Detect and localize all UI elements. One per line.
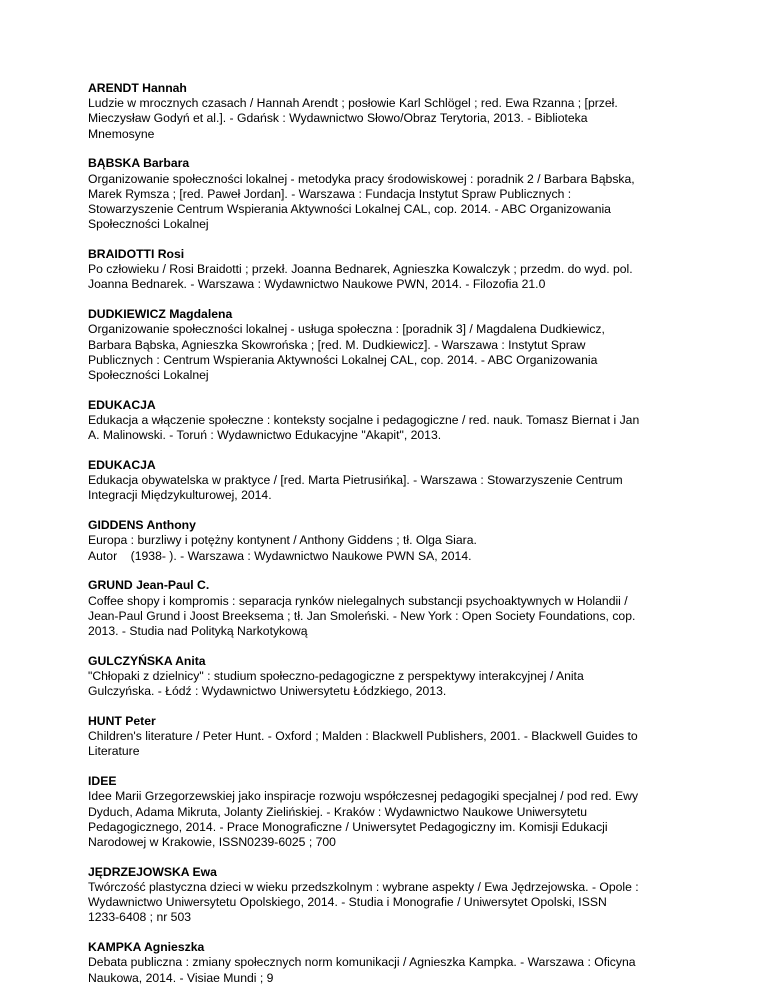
entry-heading: BĄBSKA Barbara (88, 156, 190, 171)
entry-description: Organizowanie społeczności lokalnej - metodyka pracy środowiskowej : poradnik 2 / Barbara Bąbska, Marek Rymsza ; [red. Paweł Jordan]. - Warszawa : Fundacja Instytut Spraw Publicznych : Stowarzyszenie Centrum Wspierania Aktywności Lokalnej CAL, cop. 2014. - ABC Organizowania Społeczności Lokalnej (88, 171, 635, 232)
entry-description: Idee Marii Grzegorzewskiej jako inspiracje rozwoju współczesnej pedagogiki specjalnej / pod red. Ewy Dyduch, Adama Mikruta, Jolanty Zielińskiej. - Kraków : Wydawnictwo Naukowe Uniwersytetu Pedagogicznego, 2014. - Prace Monograficzne / Uniwersytet Pedagogiczny im. Komisji Edukacji Narodowej w Krakowie, ISSN0239-6025 ; 700 (88, 789, 639, 850)
bibliography-entry (88, 654, 688, 700)
entry-description: Organizowanie społeczności lokalnej - usługa społeczna : [poradnik 3] / Magdalena Dudkiewicz, Barbara Bąbska, Agnieszka Skowrońska ; [red. M. Dudkiewicz]. - Warszawa : Instytut Spraw Publicznych : Centrum Wspierania Aktywności Lokalnej CAL, cop. 2014. - ABC Organizowania Społeczności Lokalnej (88, 322, 605, 383)
entry-description: Edukacja obywatelska w praktyce / [red. Marta Pietrusińka]. - Warszawa : Stowarzyszenie Centrum Integracji Międzykulturowej, 2014. (88, 473, 623, 503)
bibliography-entry (88, 940, 688, 986)
entry-heading: KAMPKA Agnieszka (88, 940, 205, 955)
bibliography-entry (88, 865, 688, 926)
bibliography-entry (88, 518, 688, 564)
entry-heading: IDEE (88, 774, 117, 789)
entry-heading: GULCZYŃSKA Anita (88, 653, 206, 668)
entry-description: Debata publiczna : zmiany społecznych norm komunikacji / Agnieszka Kampka. - Warszawa : Oficyna Naukowa, 2014. - Visiae Mundi ; 9 (88, 955, 636, 985)
entry-heading: GIDDENS Anthony (88, 518, 196, 533)
bibliography-entry (88, 81, 688, 142)
entry-description: "Chłopaki z dzielnicy" : studium społeczno-pedagogiczne z perspektywy interakcyjnej / Anita Gulczyńska. - Łódź : Wydawnictwo Uniwersytetu Łódzkiego, 2013. (88, 669, 584, 699)
bibliography-entry (88, 774, 688, 850)
bibliography-entry (88, 714, 688, 760)
bibliography-entry (88, 307, 688, 383)
entry-description: Edukacja a włączenie społeczne : konteksty socjalne i pedagogiczne / red. nauk. Tomasz Biernat i Jan A. Malinowski. - Toruń : Wydawnictwo Edukacyjne "Akapit", 2013. (88, 413, 640, 443)
entry-description: Ludzie w mrocznych czasach / Hannah Arendt ; posłowie Karl Schlögel ; red. Ewa Rzanna ; [przeł. Mieczysław Godyń et al.]. - Gdańsk : Wydawnictwo Słowo/Obraz Terytoria, 2013. - Biblioteka Mnemosyne (88, 96, 618, 141)
entry-heading: GRUND Jean-Paul C. (88, 578, 210, 593)
entry-heading: EDUKACJA (88, 397, 156, 412)
bibliography-entry (88, 247, 688, 293)
entry-heading: EDUKACJA (88, 458, 156, 473)
entry-heading: ARENDT Hannah (88, 81, 187, 95)
entry-description: Coffee shopy i kompromis : separacja rynków nielegalnych substancji psychoaktywnych w Holandii / Jean-Paul Grund i Joost Breeksema ; tł. Jan Smoleński. - New York : Open Society Foundations, cop. 2013. - Studia nad Polityką Narkotykową (88, 593, 636, 639)
entry-heading: HUNT Peter (88, 714, 156, 729)
entry-description: Europa : burzliwy i potężny kontynent / Anthony Giddens ; tł. Olga Siara. Autor (1938- ). - Warszawa : Wydawnictwo Naukowe PWN SA, 2014. (88, 533, 477, 563)
bibliography-entry (88, 458, 688, 504)
entry-heading: JĘDRZEJOWSKA Ewa (88, 864, 217, 879)
bibliography-page (88, 81, 688, 1000)
entry-description: Children's literature / Peter Hunt. - Oxford ; Malden : Blackwell Publishers, 2001. - Blackwell Guides to Literature (88, 729, 638, 759)
entry-description: Twórczość plastyczna dzieci w wieku przedszkolnym : wybrane aspekty / Ewa Jędrzejowska. - Opole : Wydawnictwo Uniwersytetu Opolskiego, 2014. - Studia i Monografie / Uniwersytet Opolski, ISSN 1233-6408 ; nr 503 (88, 880, 639, 925)
entry-description: Po człowieku / Rosi Braidotti ; przekł. Joanna Bednarek, Agnieszka Kowalczyk ; przedm. do wyd. pol. Joanna Bednarek. - Warszawa : Wydawnictwo Naukowe PWN, 2014. - Filozofia 21.0 (88, 262, 633, 292)
bibliography-entry (88, 398, 688, 444)
bibliography-entry (88, 156, 688, 232)
entry-heading: DUDKIEWICZ Magdalena (88, 307, 233, 322)
entry-heading: BRAIDOTTI Rosi (88, 247, 185, 262)
bibliography-entry (88, 578, 688, 639)
